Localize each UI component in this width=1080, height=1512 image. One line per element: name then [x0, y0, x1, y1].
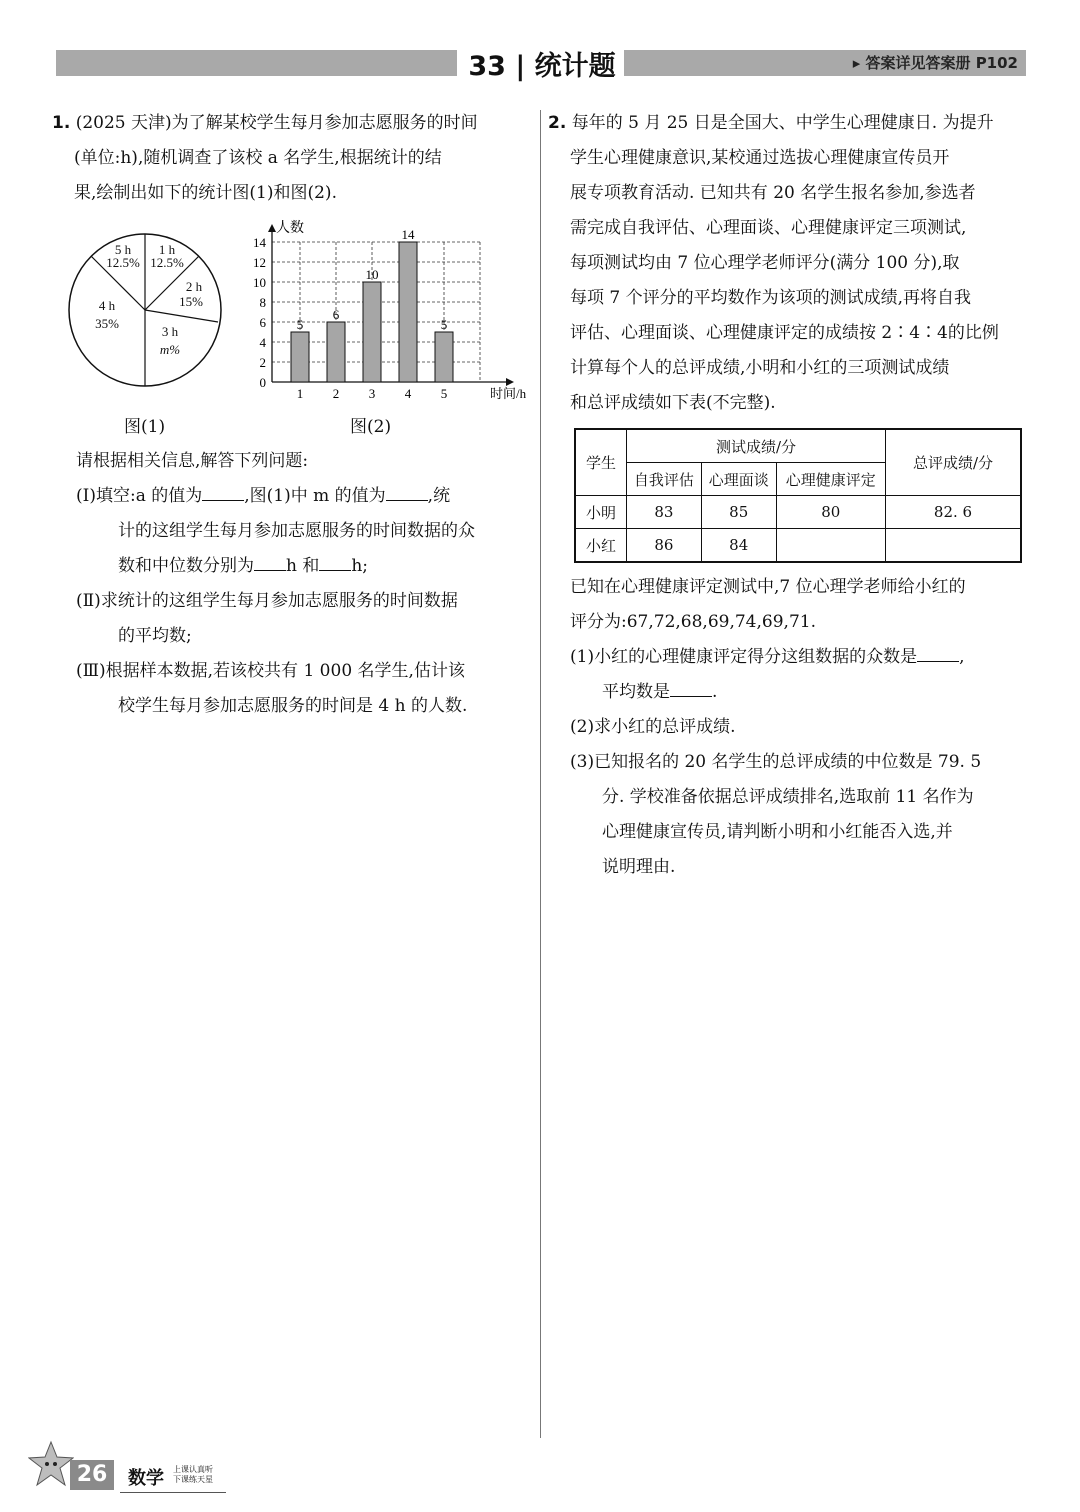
- pie-label-3h-pct: m%: [159, 342, 181, 357]
- footer-rule: [120, 1492, 226, 1493]
- cell-score: 85: [701, 496, 776, 529]
- q2-intro-line: 展专项教育活动. 已知共有 20 名学生报名参加,参选者: [570, 183, 976, 203]
- q1-part1-line2: 计的这组学生每月参加志愿服务的时间数据的众: [118, 521, 475, 541]
- y-tick-label: 8: [259, 295, 266, 310]
- x-tick-label: 4: [404, 386, 412, 401]
- q2-intro-line: 评估、心理面谈、心理健康评定的成绩按 2∶4∶4的比例: [570, 323, 999, 343]
- answer-reference: ▸ 答案详见答案册 P102: [852, 54, 1018, 72]
- y-tick-label: 4: [259, 335, 266, 350]
- header-bar-left: [56, 50, 457, 76]
- q1-part1-text: h 和: [286, 556, 320, 576]
- table-row: [575, 529, 1021, 563]
- page-number: 26: [70, 1460, 114, 1490]
- q2-part1-text: (1)小红的心理健康评定得分这组数据的众数是: [570, 647, 918, 667]
- q1-intro-line: 果,绘制出如下的统计图(1)和图(2).: [74, 183, 337, 203]
- answer-blank[interactable]: [670, 678, 712, 697]
- q2-intro-line: 每项测试均由 7 位心理学老师评分(满分 100 分),取: [570, 253, 960, 273]
- pie-label-2h-pct: 15%: [179, 294, 203, 309]
- page-title: 33 | 统计题: [468, 51, 616, 82]
- cell-score: 84: [701, 529, 776, 563]
- pie-label-5h: 5 h: [114, 242, 132, 257]
- q2-part1-text: 平均数是: [602, 682, 670, 702]
- pie-label-1h: 1 h: [158, 242, 176, 257]
- y-tick-label: 12: [253, 255, 266, 270]
- answer-blank[interactable]: [202, 482, 244, 501]
- cell-score: 83: [627, 496, 702, 529]
- cell-score: 86: [627, 529, 702, 563]
- answer-blank[interactable]: [917, 643, 959, 662]
- pie-label-3h: 3 h: [161, 324, 179, 339]
- y-tick-label: 2: [259, 355, 266, 370]
- q2-after-line: 已知在心理健康评定测试中,7 位心理学老师给小红的: [570, 577, 966, 597]
- q2-intro-line: 和总评成绩如下表(不完整).: [570, 393, 776, 413]
- answer-blank[interactable]: [319, 552, 351, 571]
- header-total-score: 总评成绩/分: [886, 429, 1022, 496]
- q2-part3-line: 分. 学校准备依据总评成绩排名,选取前 11 名作为: [602, 787, 974, 807]
- table-row: [575, 496, 1021, 529]
- pie-label-4h: 4 h: [98, 298, 116, 313]
- cell-total: 82. 6: [886, 496, 1022, 529]
- q1-part1-line3: [76, 549, 536, 584]
- subject-label: 数学: [128, 1468, 164, 1489]
- question-1-parts: [76, 444, 536, 724]
- answer-blank[interactable]: [254, 552, 286, 571]
- slogan: [173, 1465, 213, 1485]
- bar: [327, 322, 345, 382]
- pie-label-5h-pct: 12.5%: [106, 255, 140, 270]
- header-student: 学生: [575, 429, 627, 496]
- pie-chart: [60, 225, 230, 395]
- slogan-line: 下课练天星: [173, 1475, 213, 1484]
- answer-blank[interactable]: [386, 482, 428, 501]
- q1-part1-text: 数和中位数分别为: [118, 556, 254, 576]
- bar-value-label: 6: [332, 307, 340, 322]
- q1-part3-line1: (Ⅲ)根据样本数据,若该校共有 1 000 名学生,估计该: [76, 661, 465, 681]
- bar: [399, 242, 417, 382]
- x-tick-label: 1: [296, 386, 304, 401]
- q2-part1-text: ,: [959, 647, 965, 667]
- bar-chart: [248, 212, 538, 408]
- star-eye: [53, 1462, 57, 1466]
- x-tick-label: 3: [368, 386, 376, 401]
- bar: [435, 332, 453, 382]
- q2-after-line: 评分为:67,72,68,69,74,69,71.: [570, 612, 816, 632]
- q1-part3-line2: 校学生每月参加志愿服务的时间是 4 h 的人数.: [118, 696, 468, 716]
- header-health-evaluation: 心理健康评定: [776, 463, 885, 496]
- bar: [363, 282, 381, 382]
- question-1-number: 1.: [52, 113, 71, 133]
- q2-part1-line1: [570, 640, 1030, 675]
- scores-table: [574, 428, 1022, 563]
- bar-value-label: 10: [365, 267, 379, 282]
- figure-2-caption: 图(2): [350, 417, 392, 437]
- column-divider: [540, 110, 541, 1438]
- q1-intro-line: (2025 天津)为了解某校学生每月参加志愿服务的时间: [75, 113, 478, 133]
- header-test-scores: 测试成绩/分: [627, 429, 886, 463]
- star-icon: [29, 1442, 73, 1485]
- q2-part3-line: (3)已知报名的 20 名学生的总评成绩的中位数是 79. 5: [570, 752, 982, 772]
- question-2-number: 2.: [548, 113, 567, 133]
- figure-1-caption: 图(1): [124, 417, 166, 437]
- question-1-intro: [52, 106, 532, 211]
- question-2-parts: [570, 570, 1030, 885]
- q2-part3-line: 说明理由.: [602, 857, 676, 877]
- bar-value-label: 5: [296, 317, 304, 332]
- x-axis-label: 时间/h: [490, 386, 527, 401]
- y-tick-label: 6: [259, 315, 266, 330]
- slogan-line: 上课认真听: [173, 1465, 213, 1474]
- y-axis-arrow: [268, 224, 276, 232]
- q2-intro-line: 每项 7 个评分的平均数作为该项的测试成绩,再将自我: [570, 288, 972, 308]
- x-axis-arrow: [506, 378, 514, 386]
- question-2-intro: [548, 106, 1030, 421]
- q1-part1-text: (Ⅰ)填空:a 的值为: [76, 486, 203, 506]
- x-tick-label: 5: [440, 386, 448, 401]
- pie-label-2h: 2 h: [185, 279, 203, 294]
- q2-part3-line: 心理健康宣传员,请判断小明和小红能否入选,并: [602, 822, 953, 842]
- q2-intro-line: 每年的 5 月 25 日是全国大、中学生心理健康日. 为提升: [571, 113, 994, 133]
- y-axis-label: 人数: [276, 221, 304, 236]
- header-self-assessment: 自我评估: [627, 463, 702, 496]
- q1-part1-text: ,图(1)中 m 的值为: [244, 486, 386, 506]
- q2-part1-text: .: [712, 682, 718, 702]
- cell-score: 80: [776, 496, 885, 529]
- x-tick-label: 2: [332, 386, 340, 401]
- q1-intro-line: (单位:h),随机调查了该校 a 名学生,根据统计的结: [74, 148, 442, 168]
- q2-intro-line: 学生心理健康意识,某校通过选拔心理健康宣传员开: [570, 148, 950, 168]
- q1-prompt: 请根据相关信息,解答下列问题:: [76, 451, 309, 471]
- q1-part1-text: ,统: [427, 486, 451, 506]
- q1-part1-text: h;: [351, 556, 369, 576]
- bar-value-label: 14: [401, 227, 415, 242]
- cell-score: [776, 529, 885, 563]
- cell-student-name: 小明: [575, 496, 627, 529]
- pie-label-4h-pct: 35%: [95, 316, 119, 331]
- star-eye: [45, 1462, 49, 1466]
- star-mascot-logo: [28, 1440, 74, 1490]
- q1-part2-line1: (Ⅱ)求统计的这组学生每月参加志愿服务的时间数据: [76, 591, 458, 611]
- q2-part1-line2: [570, 675, 1030, 710]
- header-interview: 心理面谈: [701, 463, 776, 496]
- bar-value-label: 5: [440, 317, 448, 332]
- y-tick-label: 10: [253, 275, 266, 290]
- q2-intro-line: 需完成自我评估、心理面谈、心理健康评定三项测试,: [570, 218, 967, 238]
- q2-intro-line: 计算每个人的总评成绩,小明和小红的三项测试成绩: [570, 358, 950, 378]
- y-tick-label: 0: [259, 375, 266, 390]
- q1-part1-line1: [76, 479, 536, 514]
- cell-total: [886, 529, 1022, 563]
- bar: [291, 332, 309, 382]
- cell-student-name: 小红: [575, 529, 627, 563]
- q1-part2-line2: 的平均数;: [118, 626, 192, 646]
- pie-label-1h-pct: 12.5%: [150, 255, 184, 270]
- q2-part2: (2)求小红的总评成绩.: [570, 717, 736, 737]
- y-tick-label: 14: [253, 235, 266, 250]
